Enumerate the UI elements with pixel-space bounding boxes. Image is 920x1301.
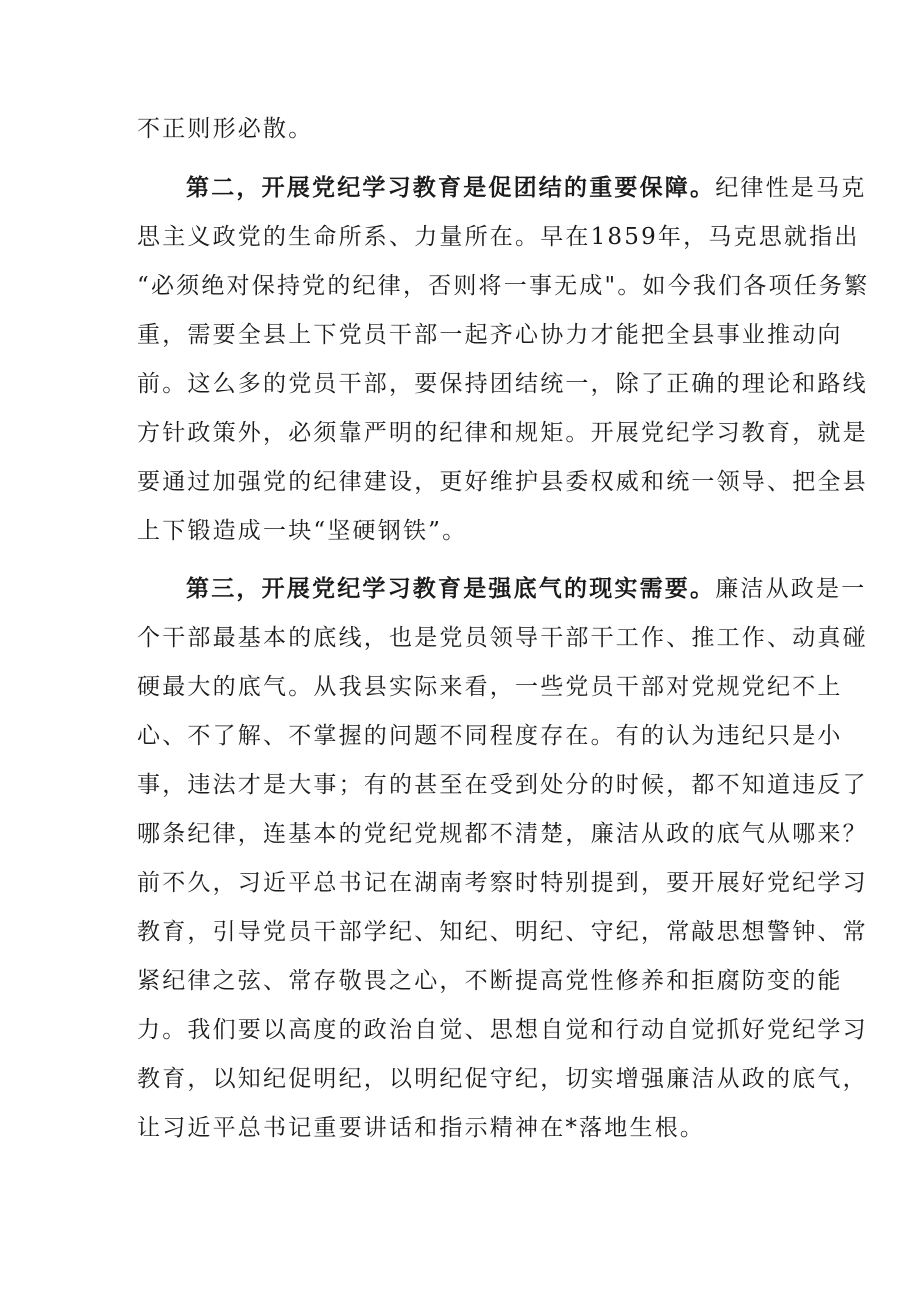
line-text: 教育，以知纪促明纪，以明纪促守纪，切实增强廉洁从政的底气， bbox=[137, 1066, 868, 1092]
line-text: 哪条纪律，连基本的党纪党规都不清楚，廉洁从政的底气从哪来？ bbox=[137, 821, 868, 847]
paragraph-line bbox=[137, 1015, 868, 1045]
line-text: 心、不了解、不掌握的问题不同程度存在。有的认为违纪只是小 bbox=[137, 723, 843, 749]
line-text: 思主义政党的生命所系、力量所在。早在1859年，马克思就指出 bbox=[137, 224, 860, 250]
paragraph-line bbox=[137, 672, 843, 702]
paragraph-line bbox=[137, 516, 787, 546]
section-heading: 第三，开展党纪学习教育是强底气的现实需要。 bbox=[186, 576, 716, 602]
paragraph-line bbox=[137, 222, 860, 252]
paragraph-heading-line bbox=[186, 574, 867, 604]
paragraph-line bbox=[137, 868, 868, 898]
line-text: 让习近平总书记重要讲话和指示精神在*落地生根。 bbox=[137, 1115, 706, 1141]
line-text: 纪律性是马克 bbox=[715, 175, 867, 201]
line-text: 方针政策外，必须靠严明的纪律和规矩。开展党纪学习教育，就是 bbox=[137, 420, 868, 446]
paragraph-line bbox=[137, 114, 787, 144]
line-text: 紧纪律之弦、常存敬畏之心，不断提高党性修养和拒腐防变的能 bbox=[137, 968, 843, 994]
line-text: 前不久，习近平总书记在湖南考察时特别提到，要开展好党纪学习 bbox=[137, 870, 868, 896]
paragraph-line bbox=[137, 770, 868, 800]
line-text: 硬最大的底气。从我县实际来看，一些党员干部对党规党纪不上 bbox=[137, 674, 843, 700]
paragraph-line bbox=[137, 966, 843, 996]
line-text: 事，违法才是大事；有的甚至在受到处分的时候，都不知道违反了 bbox=[137, 772, 868, 798]
line-text: “必须绝对保持党的纪律，否则将一事无成"。如今我们各项任务繁 bbox=[137, 273, 870, 299]
line-text: 廉洁从政是一 bbox=[715, 576, 867, 602]
paragraph-line bbox=[137, 819, 868, 849]
line-text: 个干部最基本的底线，也是党员领导干部干工作、推工作、动真碰 bbox=[137, 625, 868, 651]
line-text: 教育，引导党员干部学纪、知纪、明纪、守纪，常敲思想警钟、常 bbox=[137, 919, 868, 945]
paragraph-line bbox=[137, 369, 868, 399]
paragraph-line bbox=[137, 320, 843, 350]
paragraph-line bbox=[137, 721, 843, 751]
paragraph-line bbox=[137, 418, 868, 448]
paragraph-line bbox=[137, 271, 870, 301]
line-text: 要通过加强党的纪律建设，更好维护县委权威和统一领导、把全县 bbox=[137, 469, 868, 495]
paragraph-line bbox=[137, 1113, 787, 1143]
line-text: 不正则形必散。 bbox=[137, 116, 314, 142]
line-text: 力。我们要以高度的政治自觉、思想自觉和行动自觉抓好党纪学习 bbox=[137, 1017, 868, 1043]
paragraph-line bbox=[137, 1064, 868, 1094]
section-heading: 第二，开展党纪学习教育是促团结的重要保障。 bbox=[186, 175, 716, 201]
paragraph-line bbox=[137, 467, 868, 497]
paragraph-line bbox=[137, 917, 868, 947]
line-text: 上下锻造成一块“坚硬钢铁”。 bbox=[137, 518, 468, 544]
line-text: 重，需要全县上下党员干部一起齐心协力才能把全县事业推动向 bbox=[137, 322, 843, 348]
paragraph-line bbox=[137, 623, 868, 653]
paragraph-heading-line bbox=[186, 173, 867, 203]
line-text: 前。这么多的党员干部，要保持团结统一，除了正确的理论和路线 bbox=[137, 371, 868, 397]
